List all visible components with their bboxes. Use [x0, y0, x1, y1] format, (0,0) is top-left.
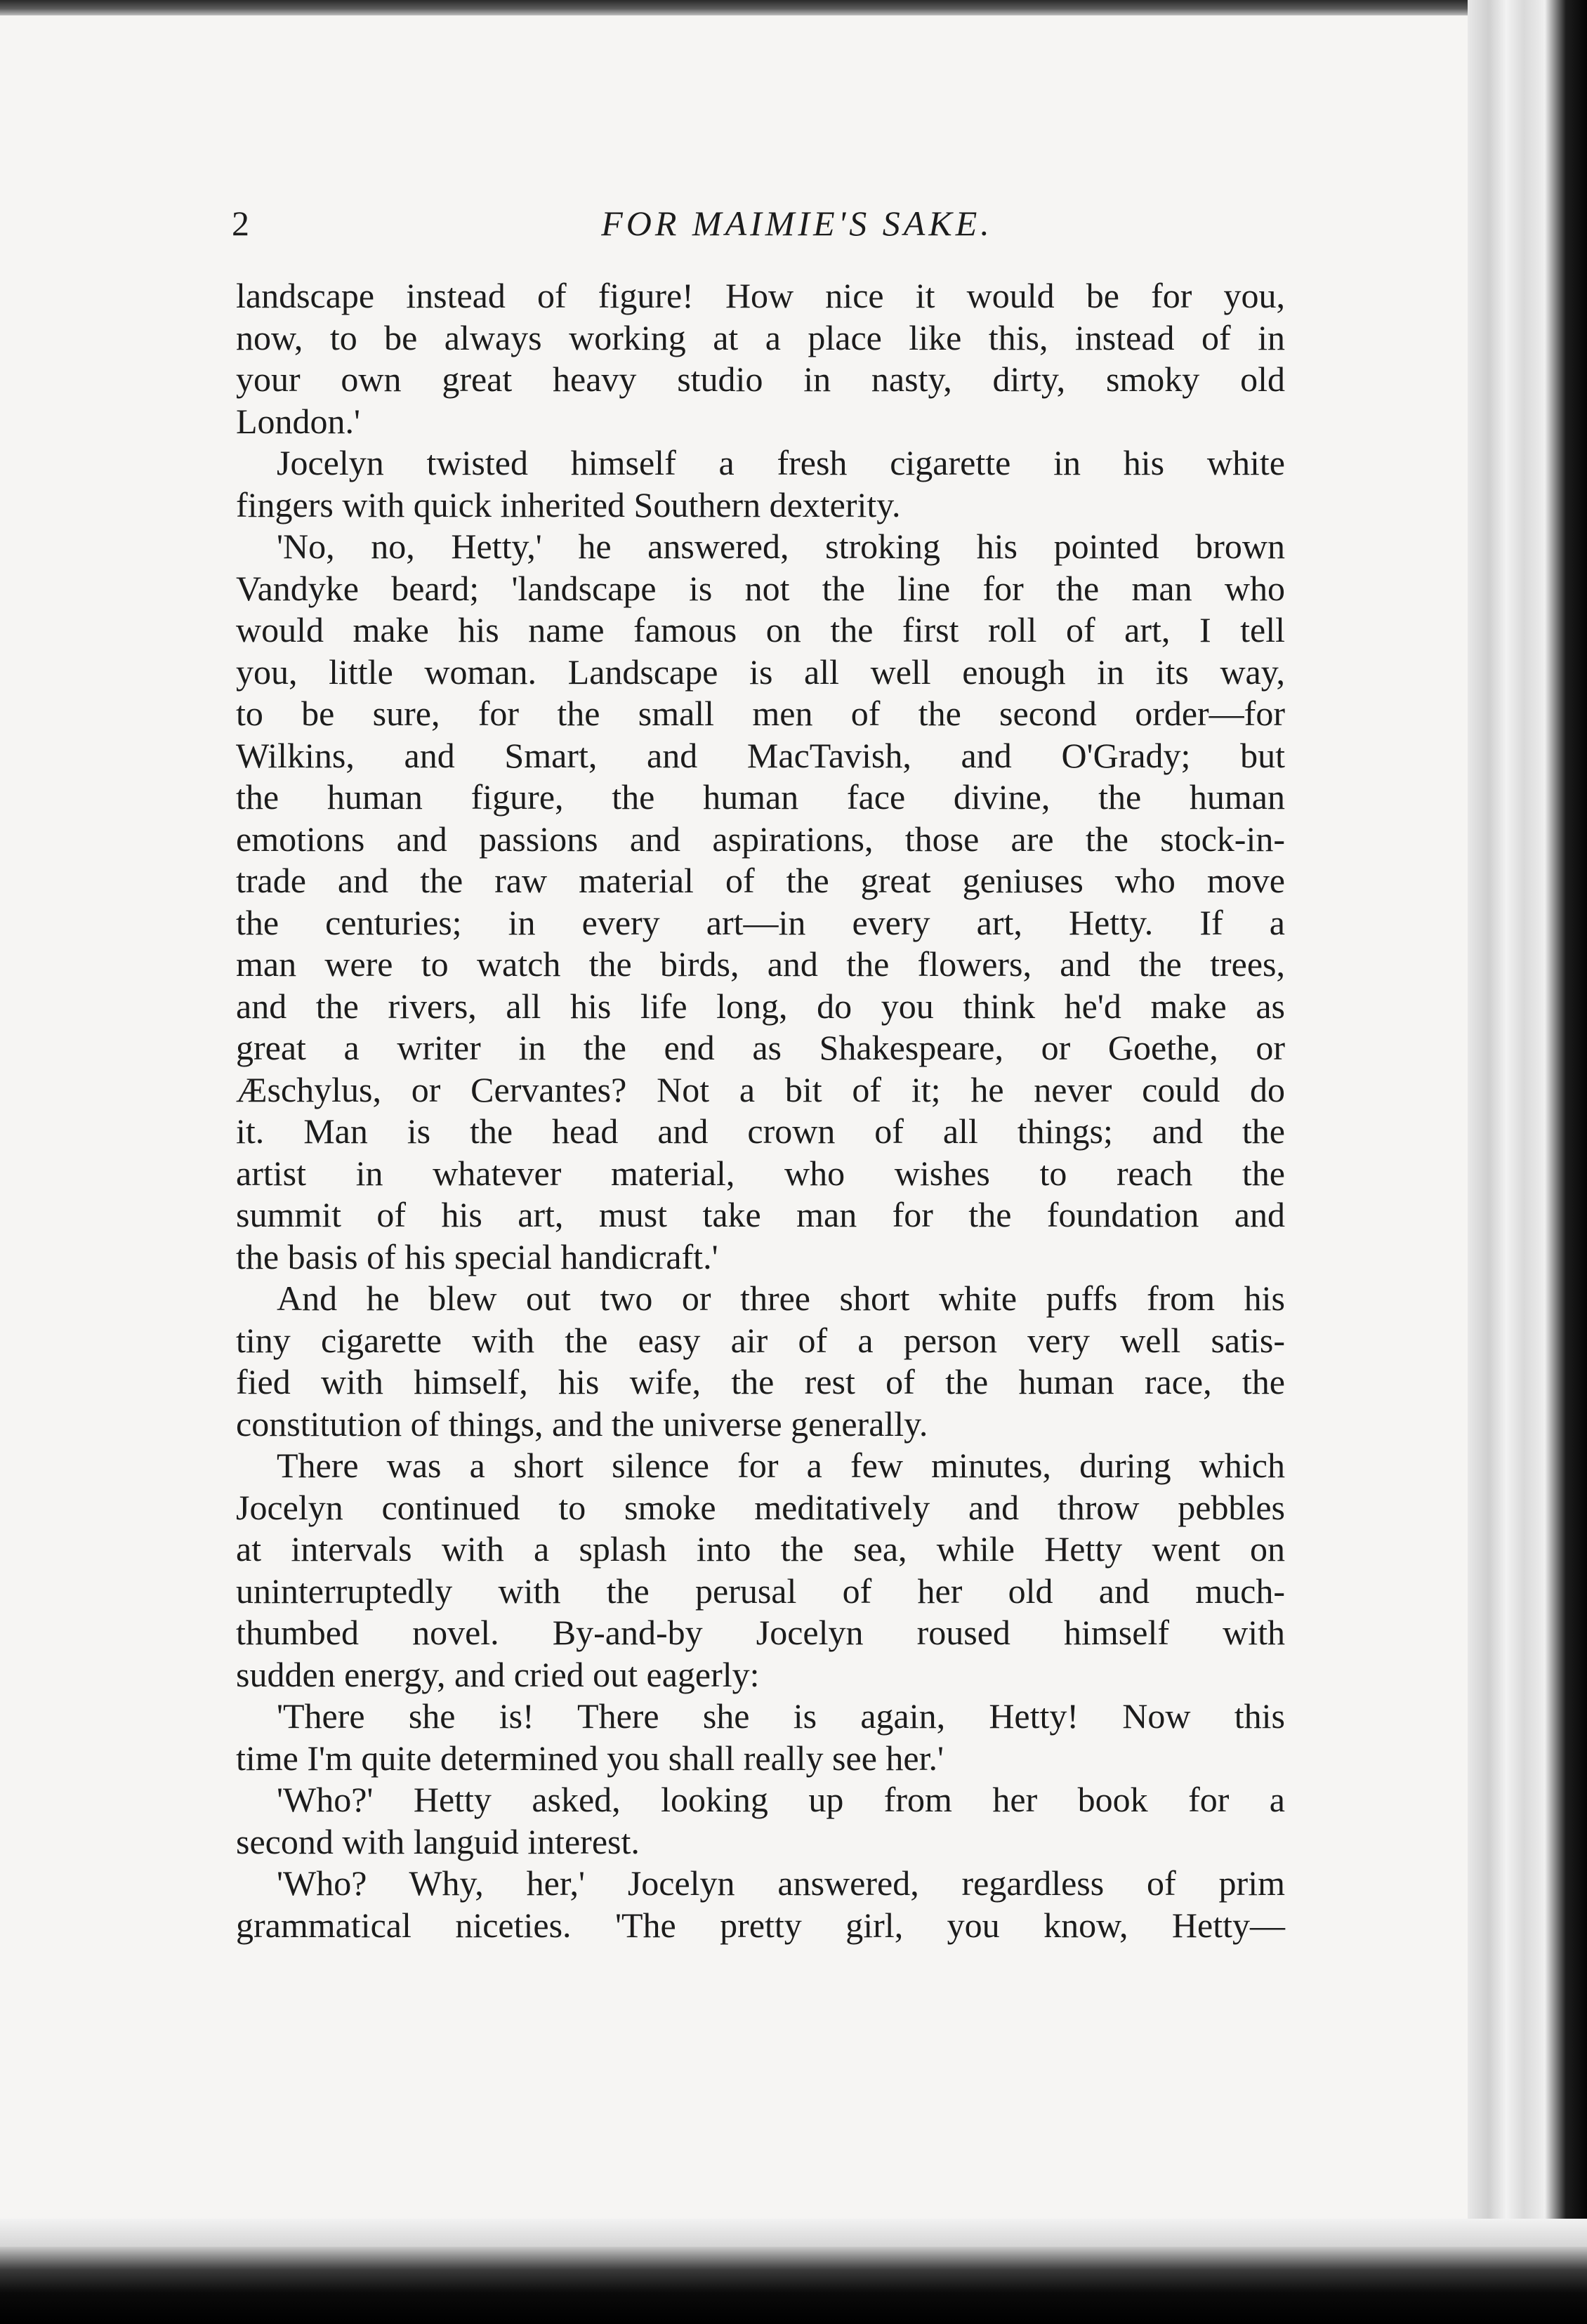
- text-line: would make his name famous on the first roll of art, I tell: [236, 610, 1285, 649]
- text-line: at intervals with a splash into the sea, while Hetty went on: [236, 1529, 1285, 1569]
- text-line: the basis of his special handicraft.': [236, 1236, 718, 1276]
- text-line: and the rivers, all his life long, do you think he'd make as: [236, 986, 1285, 1026]
- text-line: you, little woman. Landscape is all well enough in its way,: [236, 652, 1285, 692]
- running-title: FOR MAIMIE'S SAKE.: [601, 204, 993, 243]
- text-line: 'There she is! There she is again, Hetty! Now this: [277, 1696, 1285, 1736]
- text-line: London.': [236, 401, 361, 441]
- text-line: 'Who? Why, her,' Jocelyn answered, regardless of prim: [277, 1863, 1285, 1903]
- text-line: Jocelyn twisted himself a fresh cigarette in his white: [277, 443, 1285, 482]
- scan-right-edge: [1468, 0, 1587, 2324]
- text-line: Wilkins, and Smart, and MacTavish, and O'Grady; but: [236, 735, 1285, 775]
- text-line: trade and the raw material of the great geniuses who move: [236, 861, 1285, 900]
- scan-top-edge: [0, 0, 1587, 15]
- text-line: it. Man is the head and crown of all things; and the: [236, 1111, 1285, 1151]
- text-line: 'Who?' Hetty asked, looking up from her book for a: [277, 1780, 1285, 1819]
- text-line: grammatical niceties. 'The pretty girl, you know, Hetty—: [236, 1905, 1285, 1945]
- text-line: artist in whatever material, who wishes to reach the: [236, 1153, 1285, 1193]
- text-line: And he blew out two or three short white puffs from his: [277, 1279, 1285, 1318]
- text-line: landscape instead of figure! How nice it would be for you,: [236, 276, 1285, 315]
- text-line: the centuries; in every art—in every art, Hetty. If a: [236, 902, 1285, 942]
- text-line: fied with himself, his wife, the rest of the human race, the: [236, 1362, 1285, 1401]
- text-line: emotions and passions and aspirations, those are the stock-in-: [236, 819, 1285, 859]
- text-line: your own great heavy studio in nasty, dirty, smoky old: [236, 359, 1285, 399]
- text-line: now, to be always working at a place like this, instead of in: [236, 317, 1285, 357]
- scan-bottom-margin: [0, 2219, 1587, 2247]
- body-text: [236, 275, 1285, 1946]
- text-line: to be sure, for the small men of the second order—for: [236, 694, 1285, 733]
- text-line: constitution of things, and the universe generally.: [236, 1404, 928, 1444]
- running-head: [232, 199, 1285, 248]
- text-line: thumbed novel. By-and-by Jocelyn roused himself with: [236, 1613, 1285, 1652]
- text-line: second with languid interest.: [236, 1821, 640, 1861]
- text-line: Vandyke beard; 'landscape is not the line for the man who: [236, 568, 1285, 608]
- text-line: time I'm quite determined you shall really see her.': [236, 1738, 944, 1778]
- text-line: the human figure, the human face divine, the human: [236, 777, 1285, 817]
- text-line: man were to watch the birds, and the flowers, and the trees,: [236, 944, 1285, 984]
- text-line: 'No, no, Hetty,' he answered, stroking his pointed brown: [277, 527, 1285, 566]
- text-line: Æschylus, or Cervantes? Not a bit of it; he never could do: [236, 1069, 1285, 1109]
- text-line: Jocelyn continued to smoke meditatively and throw pebbles: [236, 1487, 1285, 1527]
- text-line: great a writer in the end as Shakespeare, or Goethe, or: [236, 1028, 1285, 1067]
- text-line: sudden energy, and cried out eagerly:: [236, 1654, 760, 1694]
- text-line: fingers with quick inherited Southern dexterity.: [236, 484, 901, 524]
- scan-bottom-edge: [0, 2247, 1587, 2324]
- text-line: tiny cigarette with the easy air of a person very well satis-: [236, 1320, 1285, 1360]
- text-line: There was a short silence for a few minutes, during which: [277, 1446, 1285, 1485]
- text-line: uninterruptedly with the perusal of her old and much-: [236, 1571, 1285, 1611]
- page-number: 2: [232, 204, 249, 243]
- text-line: summit of his art, must take man for the foundation and: [236, 1195, 1285, 1234]
